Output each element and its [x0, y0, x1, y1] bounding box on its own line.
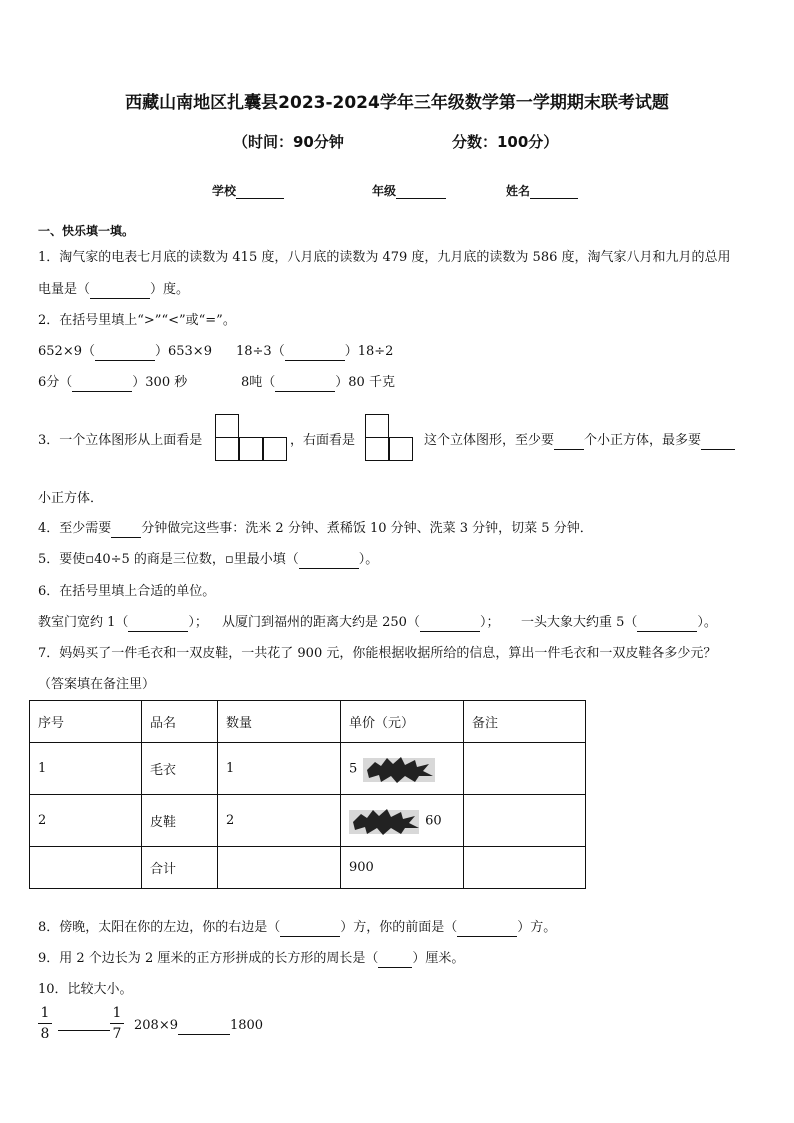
table-cell: 2 — [30, 795, 142, 847]
q8-blank-2[interactable] — [457, 922, 517, 937]
q3-text-b: ，右面看是 — [290, 433, 356, 448]
q10-blank-1[interactable] — [58, 1030, 110, 1031]
q4-blank[interactable] — [111, 523, 141, 538]
q6-blank-3[interactable] — [637, 617, 697, 632]
q10-blank-2[interactable] — [178, 1020, 230, 1035]
table-cell: 1 — [218, 743, 341, 795]
section-heading: 一、快乐填一填。 — [38, 224, 135, 238]
name-field[interactable] — [506, 182, 578, 199]
exam-score: 分数：100分） — [452, 133, 559, 151]
q2-row2a: 6分（ ）300 秒 — [38, 375, 188, 390]
page-title: 西藏山南地区扎囊县2023-2024学年三年级数学第一学期期末联考试题 — [125, 93, 669, 113]
remark-cell[interactable] — [464, 743, 586, 795]
table-cell: 皮鞋 — [142, 795, 218, 847]
q7-text: 7．妈妈买了一件毛衣和一双皮鞋，一共花了 900 元，你能根据收据所给的信息，算出一件毛衣和一双皮鞋各多少元？ — [38, 646, 717, 661]
q3-blank-min[interactable] — [554, 435, 584, 450]
q9-text: 9．用 2 个边长为 2 厘米的正方形拼成的长方形的周长是（ ）厘米。 — [38, 951, 465, 966]
table-cell: 900 — [341, 847, 464, 889]
q2-row2b: 8吨（ ）80 千克 — [241, 375, 395, 390]
table-header: 数量 — [218, 701, 341, 743]
q3-text-e: 小正方体． — [38, 491, 104, 506]
q6-text: 6．在括号里填上合适的单位。 — [38, 584, 216, 599]
table-cell: 毛衣 — [142, 743, 218, 795]
table-row — [30, 847, 586, 889]
q5-text: 5．要使▫40÷5 的商是三位数，▫里最小填（ ）。 — [38, 552, 379, 567]
q6-blank-2[interactable] — [420, 617, 480, 632]
q2-row1b: 18÷3（ ）18÷2 — [236, 344, 394, 359]
table-cell: 合计 — [142, 847, 218, 889]
table-header: 序号 — [30, 701, 142, 743]
ink-blot-icon — [361, 754, 436, 784]
q6-blank-1[interactable] — [128, 617, 188, 632]
receipt-table — [29, 700, 586, 889]
table-cell: 1 — [30, 743, 142, 795]
q1-answer-line: 电量是（ ）度。 — [38, 282, 190, 297]
price-cell-sweater: 5 — [341, 743, 464, 795]
grade-field[interactable] — [372, 182, 446, 199]
table-header: 品名 — [142, 701, 218, 743]
q7-note: （答案填在备注里） — [38, 677, 156, 692]
table-cell: 2 — [218, 795, 341, 847]
q2-blank-3[interactable] — [72, 377, 132, 392]
school-label: 学校 — [212, 184, 237, 198]
q4-text: 4．至少需要 分钟做完这些事：洗米 2 分钟、煮稀饭 10 分钟、洗菜 3 分钟，切菜 5 分钟． — [38, 521, 593, 536]
ink-blot-icon — [349, 806, 421, 836]
table-header-row — [30, 701, 586, 743]
q5-blank[interactable] — [299, 554, 359, 569]
q2-blank-1[interactable] — [95, 346, 155, 361]
q2-text: 2．在括号里填上“>”“<”或“=”。 — [38, 313, 236, 328]
q3-text-a: 3．一个立体图形从上面看是 — [38, 433, 203, 448]
price-cell-shoes: 60 — [341, 795, 464, 847]
q10-compare: 208×9 1800 — [134, 1018, 264, 1033]
q8-text: 8．傍晚，太阳在你的左边，你的右边是（ ）方，你的前面是（ ）方。 — [38, 920, 557, 935]
table-cell — [218, 847, 341, 889]
table-cell — [30, 847, 142, 889]
exam-time: （时间：90分钟 — [233, 133, 344, 151]
fraction-one-seventh: 1 7 — [110, 1005, 124, 1042]
table-row — [30, 795, 586, 847]
q9-blank[interactable] — [378, 953, 412, 968]
table-header: 单价（元） — [341, 701, 464, 743]
q2-row1a: 652×9（ ）653×9 — [38, 344, 212, 359]
school-field[interactable] — [212, 182, 284, 199]
q1-text: 1．淘气家的电表七月底的读数为 415 度，八月底的读数为 479 度，九月底的读数为 586 度，淘气家八月和九月的总用 — [38, 250, 731, 265]
q2-blank-2[interactable] — [285, 346, 345, 361]
q8-blank-1[interactable] — [280, 922, 340, 937]
q1-blank[interactable] — [90, 284, 150, 299]
name-label: 姓名 — [506, 184, 531, 198]
grade-label: 年级 — [372, 184, 397, 198]
q3-text-c: 这个立体图形，至少要 个小正方体，最多要 — [424, 432, 735, 450]
remark-cell[interactable] — [464, 847, 586, 889]
q6-item-a: 教室门宽约 1（ ）； — [38, 615, 208, 630]
fraction-one-eighth: 1 8 — [38, 1005, 52, 1042]
q6-item-c: 一头大象大约重 5（ ）。 — [521, 615, 717, 630]
q3-blank-max[interactable] — [701, 435, 735, 450]
table-row — [30, 743, 586, 795]
q6-item-b: 从厦门到福州的距离大约是 250（ ）； — [222, 615, 500, 630]
table-header: 备注 — [464, 701, 586, 743]
q10-text: 10．比较大小。 — [38, 982, 133, 997]
q2-blank-4[interactable] — [275, 377, 335, 392]
remark-cell[interactable] — [464, 795, 586, 847]
